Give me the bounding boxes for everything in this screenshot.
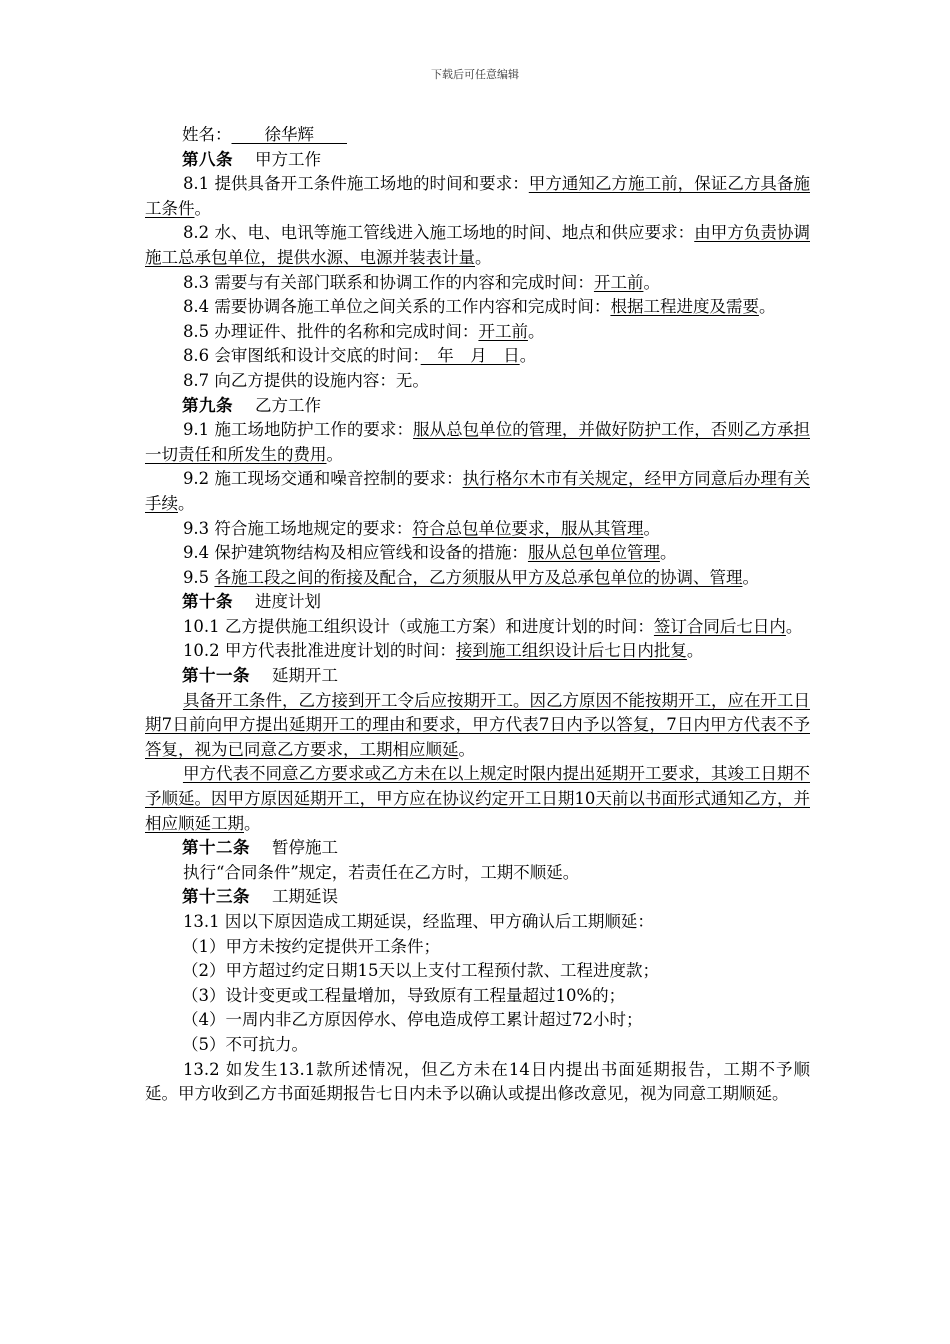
clause-10-2 <box>145 639 810 664</box>
clause-text: 执行“合同条件”规定，若责任在乙方时，工期不顺延。 <box>182 862 580 882</box>
list-item: （3）设计变更或工程量增加，导致原有工程量超过10%的； <box>182 985 626 1005</box>
clause-text: 8.1 提供具备开工条件施工场地的时间和要求： <box>182 174 529 194</box>
clause-8-6 <box>145 344 810 369</box>
article-9-heading <box>145 394 810 419</box>
clause-end: 。 <box>758 297 776 317</box>
clause-underlined: 年 月 日 <box>420 346 520 366</box>
clause-end: 。 <box>659 543 677 563</box>
list-item: （1）甲方未按约定提供开工条件； <box>182 936 440 956</box>
clause-text: 8.5 办理证件、批件的名称和完成时间： <box>182 321 479 341</box>
clause-text: 9.3 符合施工场地规定的要求： <box>182 518 413 538</box>
clause-end: 。 <box>785 616 803 636</box>
clause-underlined: 服从总包单位的管理，并做好防护工作，否则乙方承担一切责任和所发生的费用 <box>145 420 810 464</box>
clause-end: 。 <box>475 247 492 267</box>
article-12-number: 第十二条 <box>182 838 250 858</box>
clause-end: 。 <box>458 739 475 759</box>
list-item: （2）甲方超过约定日期15天以上支付工程预付款、工程进度款； <box>182 961 659 981</box>
article-11-title: 延期开工 <box>272 666 338 686</box>
clause-9-1 <box>145 418 810 467</box>
clause-8-4 <box>145 295 810 320</box>
clause-13-2 <box>145 1058 810 1107</box>
clause-text: 13.1 因以下原因造成工期延误，经监理、甲方确认后工期顺延： <box>182 912 654 931</box>
article-10-number: 第十条 <box>182 592 233 612</box>
name-line <box>145 123 810 148</box>
article-11-heading <box>145 664 810 689</box>
article-13-heading <box>145 885 810 910</box>
clause-8-2 <box>145 221 810 270</box>
clause-text: 10.1 乙方提供施工组织设计（或施工方案）和进度计划的时间： <box>182 616 654 636</box>
clause-underlined: 各施工段之间的衔接及配合，乙方须服从甲方及总承包单位的协调、管理 <box>214 567 743 587</box>
clause-text: 8.6 会审图纸和设计交底的时间： <box>182 346 421 366</box>
clause-10-1 <box>145 615 810 640</box>
clause-11-para-1 <box>145 689 810 763</box>
clause-end: 。 <box>194 198 211 218</box>
name-value: 徐华辉 <box>231 125 347 144</box>
clause-underlined: 签订合同后七日内 <box>653 616 786 636</box>
clause-text: 10.2 甲方代表批准进度计划的时间： <box>182 641 456 661</box>
clause-underlined: 符合总包单位要求，服从其管理 <box>412 518 644 538</box>
clause-text: 8.4 需要协调各施工单位之间关系的工作内容和完成时间： <box>182 297 611 317</box>
clause-end: 。 <box>519 346 537 366</box>
clause-8-7 <box>145 369 810 394</box>
clause-end: 。 <box>686 641 704 661</box>
clause-underlined: 甲方通知乙方施工前，保证乙方具备施工条件 <box>145 174 810 218</box>
article-11-number: 第十一条 <box>182 666 250 686</box>
clause-12-para <box>145 861 810 886</box>
page-header-note: 下载后可任意编辑 <box>431 68 519 81</box>
article-8-number: 第八条 <box>182 149 233 169</box>
clause-8-3 <box>145 271 810 296</box>
clause-end: 。 <box>326 444 343 464</box>
clause-end: 。 <box>527 321 545 341</box>
clause-underlined: 开工前 <box>478 321 528 341</box>
article-9-number: 第九条 <box>182 395 233 415</box>
clause-text: 9.1 施工场地防护工作的要求： <box>182 420 413 440</box>
clause-text: 9.2 施工现场交通和噪音控制的要求： <box>182 469 463 489</box>
article-13-number: 第十三条 <box>182 887 250 907</box>
list-item: （5）不可抗力。 <box>182 1034 308 1054</box>
clause-underlined: 开工前 <box>593 272 644 292</box>
clause-end: 。 <box>178 493 195 513</box>
clause-9-4 <box>145 541 810 566</box>
clause-9-3 <box>145 517 810 542</box>
clause-text: 8.2 水、电、电讯等施工管线进入施工场地的时间、地点和供应要求： <box>182 223 695 243</box>
clause-end: 。 <box>244 813 261 833</box>
clause-underlined: 服从总包单位管理 <box>527 543 660 563</box>
name-label: 姓名： <box>182 125 232 144</box>
clause-underlined: 甲方代表不同意乙方要求或乙方未在以上规定时限内提出延期开工要求，其竣工日期不予顺延。因甲方原因延期开工，甲方应在协议约定开工日期10天前以书面形式通知乙方，并相应顺延工期 <box>145 764 810 833</box>
clause-9-5 <box>145 566 810 591</box>
clause-text: 8.3 需要与有关部门联系和协调工作的内容和完成时间： <box>182 272 594 292</box>
article-13-title: 工期延误 <box>272 887 338 907</box>
clause-underlined: 执行格尔木市有关规定，经甲方同意后办理有关手续 <box>145 469 810 513</box>
article-9-title: 乙方工作 <box>255 395 321 415</box>
article-12-heading <box>145 836 810 861</box>
article-12-title: 暂停施工 <box>272 838 338 858</box>
clause-underlined: 具备开工条件，乙方接到开工令后应按期开工。因乙方原因不能按期开工，应在开工日期7日前向甲方提出延期开工的理由和要求，甲方代表7日内予以答复，7日内甲方代表不予答复，视为已同意乙方要求，工期相应顺延 <box>145 690 810 759</box>
clause-underlined: 由甲方负责协调施工总承包单位，提供水源、电源并装表计量 <box>145 223 810 267</box>
article-10-heading <box>145 590 810 615</box>
clause-end: 。 <box>643 518 660 538</box>
clause-underlined: 根据工程进度及需要 <box>610 297 759 317</box>
article-8-title: 甲方工作 <box>255 149 321 169</box>
article-8-heading <box>145 148 810 173</box>
list-item: （4）一周内非乙方原因停水、停电造成停工累计超过72小时； <box>182 1010 643 1030</box>
article-10-title: 进度计划 <box>255 592 321 612</box>
clause-11-para-2 <box>145 762 810 836</box>
clause-8-5 <box>145 320 810 345</box>
document-body <box>145 123 810 1107</box>
clause-9-2 <box>145 467 810 516</box>
clause-text: 9.5 <box>182 567 215 587</box>
clause-text: 13.2 如发生13.1款所述情况，但乙方未在14日内提出书面延期报告，工期不予顺延。甲方收到乙方书面延期报告七日内未予以确认或提出修改意见，视为同意工期顺延。 <box>145 1059 810 1104</box>
clause-text: 9.4 保护建筑物结构及相应管线和设备的措施： <box>182 543 528 563</box>
clause-end: 。 <box>643 272 660 292</box>
clause-text: 8.7 向乙方提供的设施内容：无。 <box>182 370 429 390</box>
clause-underlined: 接到施工组织设计后七日内批复 <box>455 641 687 661</box>
clause-8-1 <box>145 172 810 221</box>
clause-13-1 <box>145 910 810 935</box>
clause-end: 。 <box>742 567 759 587</box>
